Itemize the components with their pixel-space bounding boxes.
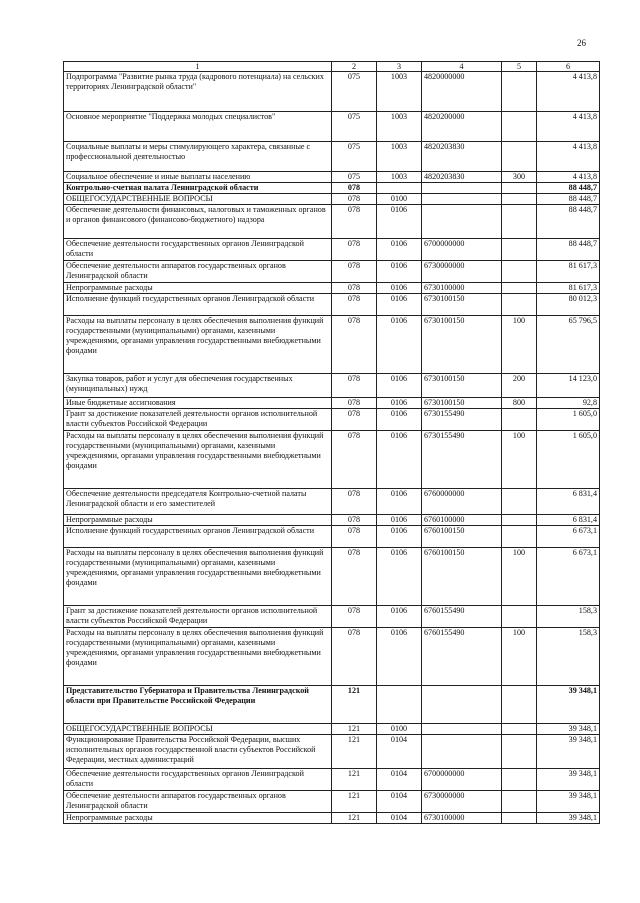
row-code-cell: 121	[332, 686, 377, 724]
row-target-cell: 4820203830	[422, 172, 502, 183]
row-name-cell: Грант за достижение показателей деятельности органов исполнительной власти субъектов Российской Федерации	[64, 409, 332, 431]
row-amount-cell: 6 831,4	[537, 515, 600, 526]
table-row	[64, 489, 600, 515]
row-target-cell: 6730100150	[422, 398, 502, 409]
row-name-cell: Обеспечение деятельности государственных органов Ленинградской области	[64, 769, 332, 791]
row-name-cell: Обеспечение деятельности аппаратов государственных органов Ленинградской области	[64, 261, 332, 283]
table-row	[64, 183, 600, 194]
row-code-cell: 078	[332, 239, 377, 261]
row-section-cell: 1003	[377, 112, 422, 142]
row-target-cell	[422, 183, 502, 194]
row-code-cell: 078	[332, 489, 377, 515]
row-amount-cell: 39 348,1	[537, 791, 600, 813]
row-expense-type-cell	[502, 813, 537, 824]
row-target-cell	[422, 735, 502, 769]
row-expense-type-cell	[502, 205, 537, 239]
row-section-cell	[377, 183, 422, 194]
row-section-cell: 0106	[377, 409, 422, 431]
row-target-cell: 6760100000	[422, 515, 502, 526]
row-expense-type-cell: 100	[502, 628, 537, 686]
row-target-cell: 6730000000	[422, 261, 502, 283]
row-expense-type-cell: 100	[502, 316, 537, 374]
row-expense-type-cell	[502, 724, 537, 735]
table-row	[64, 735, 600, 769]
row-name-cell: Обеспечение деятельности аппаратов государственных органов Ленинградской области	[64, 791, 332, 813]
row-section-cell: 0106	[377, 261, 422, 283]
row-target-cell: 6730155490	[422, 431, 502, 489]
row-name-cell: Грант за достижение показателей деятельности органов исполнительной власти субъектов Российской Федерации	[64, 606, 332, 628]
table-row	[64, 374, 600, 398]
row-expense-type-cell: 200	[502, 374, 537, 398]
row-target-cell: 6700000000	[422, 239, 502, 261]
row-name-cell: Обеспечение деятельности финансовых, налоговых и таможенных органов и органов финансового (финансово-бюджетного) надзора	[64, 205, 332, 239]
table-row	[64, 409, 600, 431]
row-expense-type-cell: 100	[502, 431, 537, 489]
row-target-cell	[422, 205, 502, 239]
row-section-cell: 1003	[377, 172, 422, 183]
row-target-cell: 6760100150	[422, 526, 502, 548]
row-section-cell: 0106	[377, 294, 422, 316]
column-header-4: 4	[422, 62, 502, 72]
row-amount-cell: 80 012,3	[537, 294, 600, 316]
table-row	[64, 686, 600, 724]
row-code-cell: 078	[332, 431, 377, 489]
row-section-cell: 0104	[377, 769, 422, 791]
row-code-cell: 121	[332, 813, 377, 824]
row-section-cell: 0106	[377, 628, 422, 686]
column-header-5: 5	[502, 62, 537, 72]
row-expense-type-cell	[502, 526, 537, 548]
row-name-cell: Расходы на выплаты персоналу в целях обеспечения выполнения функций государственными (муниципальными) органами, казенными учреждениями, органами управления государственными внебюджетными фондами	[64, 431, 332, 489]
row-amount-cell: 39 348,1	[537, 735, 600, 769]
row-code-cell: 121	[332, 769, 377, 791]
row-section-cell: 1003	[377, 142, 422, 172]
row-section-cell	[377, 686, 422, 724]
row-code-cell: 078	[332, 606, 377, 628]
row-expense-type-cell	[502, 239, 537, 261]
row-target-cell	[422, 724, 502, 735]
row-section-cell: 0106	[377, 431, 422, 489]
row-code-cell: 078	[332, 526, 377, 548]
row-expense-type-cell	[502, 606, 537, 628]
row-section-cell: 0106	[377, 398, 422, 409]
row-amount-cell: 39 348,1	[537, 724, 600, 735]
page-number: 26	[577, 38, 586, 48]
row-target-cell: 6760155490	[422, 628, 502, 686]
row-code-cell: 078	[332, 628, 377, 686]
table-row	[64, 398, 600, 409]
row-amount-cell: 88 448,7	[537, 194, 600, 205]
row-expense-type-cell: 300	[502, 172, 537, 183]
row-name-cell: Непрограммные расходы	[64, 813, 332, 824]
row-section-cell: 0104	[377, 791, 422, 813]
row-section-cell: 0106	[377, 526, 422, 548]
budget-table	[63, 61, 600, 824]
row-code-cell: 075	[332, 112, 377, 142]
row-code-cell: 078	[332, 194, 377, 205]
row-expense-type-cell	[502, 515, 537, 526]
row-name-cell: Расходы на выплаты персоналу в целях обеспечения выполнения функций государственными (муниципальными) органами, казенными учреждениями, органами управления государственными внебюджетными фондами	[64, 548, 332, 606]
table-row	[64, 813, 600, 824]
row-expense-type-cell	[502, 112, 537, 142]
row-amount-cell: 4 413,8	[537, 142, 600, 172]
table-row	[64, 261, 600, 283]
row-code-cell: 078	[332, 283, 377, 294]
row-name-cell: Функционирование Правительства Российской Федерации, высших исполнительных органов государственной власти субъектов Российской Федерации, местных администраций	[64, 735, 332, 769]
row-code-cell: 075	[332, 72, 377, 112]
row-code-cell: 078	[332, 515, 377, 526]
row-amount-cell: 88 448,7	[537, 183, 600, 194]
row-amount-cell: 6 673,1	[537, 526, 600, 548]
row-name-cell: Расходы на выплаты персоналу в целях обеспечения выполнения функций государственными (муниципальными) органами, казенными учреждениями, органами управления государственными внебюджетными фондами	[64, 316, 332, 374]
column-header-2: 2	[332, 62, 377, 72]
row-target-cell: 4820203830	[422, 142, 502, 172]
row-expense-type-cell: 100	[502, 548, 537, 606]
row-target-cell: 6730100150	[422, 374, 502, 398]
row-code-cell: 078	[332, 183, 377, 194]
row-expense-type-cell	[502, 409, 537, 431]
row-name-cell: Исполнение функций государственных органов Ленинградской области	[64, 294, 332, 316]
table-row	[64, 431, 600, 489]
row-section-cell: 0106	[377, 205, 422, 239]
table-row	[64, 112, 600, 142]
table-body	[64, 72, 600, 824]
table-row	[64, 628, 600, 686]
row-name-cell: Основное мероприятие "Поддержка молодых специалистов"	[64, 112, 332, 142]
row-target-cell: 6700000000	[422, 769, 502, 791]
row-target-cell: 6730100000	[422, 283, 502, 294]
row-name-cell: Социальное обеспечение и иные выплаты населению	[64, 172, 332, 183]
row-name-cell: Иные бюджетные ассигнования	[64, 398, 332, 409]
row-section-cell: 0106	[377, 374, 422, 398]
row-name-cell: Исполнение функций государственных органов Ленинградской области	[64, 526, 332, 548]
row-amount-cell: 88 448,7	[537, 239, 600, 261]
table-row	[64, 205, 600, 239]
row-section-cell: 0106	[377, 283, 422, 294]
row-expense-type-cell	[502, 735, 537, 769]
row-code-cell: 078	[332, 205, 377, 239]
row-expense-type-cell	[502, 261, 537, 283]
column-header-3: 3	[377, 62, 422, 72]
row-code-cell: 121	[332, 724, 377, 735]
row-section-cell: 0104	[377, 813, 422, 824]
row-amount-cell: 65 796,5	[537, 316, 600, 374]
row-expense-type-cell	[502, 142, 537, 172]
row-amount-cell: 6 673,1	[537, 548, 600, 606]
row-amount-cell: 158,3	[537, 628, 600, 686]
table-row	[64, 791, 600, 813]
row-amount-cell: 158,3	[537, 606, 600, 628]
row-target-cell: 6760100150	[422, 548, 502, 606]
table-row	[64, 172, 600, 183]
row-name-cell: Закупка товаров, работ и услуг для обеспечения государственных (муниципальных) нужд	[64, 374, 332, 398]
table-row	[64, 294, 600, 316]
table-row	[64, 142, 600, 172]
row-section-cell: 0106	[377, 548, 422, 606]
row-name-cell: Подпрограмма "Развитие рынка труда (кадрового потенциала) на сельских территориях Ленинградской области"	[64, 72, 332, 112]
row-amount-cell: 1 605,0	[537, 409, 600, 431]
row-name-cell: Социальные выплаты и меры стимулирующего характера, связанные с профессиональной деятельностью	[64, 142, 332, 172]
row-expense-type-cell	[502, 72, 537, 112]
row-section-cell: 0100	[377, 724, 422, 735]
row-section-cell: 0106	[377, 606, 422, 628]
row-name-cell: Контрольно-счетная палата Ленинградской области	[64, 183, 332, 194]
row-amount-cell: 81 617,3	[537, 283, 600, 294]
row-expense-type-cell	[502, 769, 537, 791]
table-row	[64, 239, 600, 261]
table-row	[64, 606, 600, 628]
row-amount-cell: 39 348,1	[537, 769, 600, 791]
row-amount-cell: 4 413,8	[537, 172, 600, 183]
table-row	[64, 283, 600, 294]
row-target-cell: 6730100150	[422, 316, 502, 374]
row-amount-cell: 1 605,0	[537, 431, 600, 489]
row-expense-type-cell	[502, 489, 537, 515]
row-name-cell: Обеспечение деятельности председателя Контрольно-счетной палаты Ленинградской области и его заместителей	[64, 489, 332, 515]
row-code-cell: 075	[332, 172, 377, 183]
row-section-cell: 0106	[377, 489, 422, 515]
table-row	[64, 515, 600, 526]
row-section-cell: 0104	[377, 735, 422, 769]
table-row	[64, 194, 600, 205]
row-expense-type-cell	[502, 791, 537, 813]
table-row	[64, 769, 600, 791]
row-section-cell: 0100	[377, 194, 422, 205]
row-target-cell: 6760155490	[422, 606, 502, 628]
row-name-cell: Представительство Губернатора и Правительства Ленинградской области при Правительстве Российской Федерации	[64, 686, 332, 724]
row-code-cell: 121	[332, 791, 377, 813]
row-code-cell: 078	[332, 261, 377, 283]
row-amount-cell: 81 617,3	[537, 261, 600, 283]
row-target-cell: 6760000000	[422, 489, 502, 515]
row-amount-cell: 39 348,1	[537, 813, 600, 824]
table-row	[64, 724, 600, 735]
row-target-cell: 6730100000	[422, 813, 502, 824]
row-code-cell: 121	[332, 735, 377, 769]
row-target-cell: 6730100150	[422, 294, 502, 316]
row-section-cell: 0106	[377, 515, 422, 526]
table-row	[64, 526, 600, 548]
row-target-cell	[422, 194, 502, 205]
row-expense-type-cell: 800	[502, 398, 537, 409]
row-target-cell: 4820000000	[422, 72, 502, 112]
row-code-cell: 078	[332, 316, 377, 374]
row-section-cell: 0106	[377, 316, 422, 374]
row-name-cell: Расходы на выплаты персоналу в целях обеспечения выполнения функций государственными (муниципальными) органами, казенными учреждениями, органами управления государственными внебюджетными фондами	[64, 628, 332, 686]
row-expense-type-cell	[502, 194, 537, 205]
row-amount-cell: 14 123,0	[537, 374, 600, 398]
row-target-cell: 6730155490	[422, 409, 502, 431]
row-amount-cell: 4 413,8	[537, 72, 600, 112]
row-code-cell: 078	[332, 374, 377, 398]
row-name-cell: Непрограммные расходы	[64, 283, 332, 294]
row-expense-type-cell	[502, 686, 537, 724]
row-name-cell: Непрограммные расходы	[64, 515, 332, 526]
row-amount-cell: 39 348,1	[537, 686, 600, 724]
row-section-cell: 1003	[377, 72, 422, 112]
row-code-cell: 078	[332, 398, 377, 409]
column-header-6: 6	[537, 62, 600, 72]
row-code-cell: 075	[332, 142, 377, 172]
row-target-cell: 4820200000	[422, 112, 502, 142]
table-row	[64, 316, 600, 374]
row-expense-type-cell	[502, 294, 537, 316]
row-target-cell: 6730000000	[422, 791, 502, 813]
row-name-cell: ОБЩЕГОСУДАРСТВЕННЫЕ ВОПРОСЫ	[64, 194, 332, 205]
row-target-cell	[422, 686, 502, 724]
row-amount-cell: 88 448,7	[537, 205, 600, 239]
table-row	[64, 548, 600, 606]
column-header-1: 1	[64, 62, 332, 72]
row-code-cell: 078	[332, 294, 377, 316]
row-expense-type-cell	[502, 283, 537, 294]
row-section-cell: 0106	[377, 239, 422, 261]
row-amount-cell: 6 831,4	[537, 489, 600, 515]
table-row	[64, 72, 600, 112]
row-name-cell: ОБЩЕГОСУДАРСТВЕННЫЕ ВОПРОСЫ	[64, 724, 332, 735]
row-name-cell: Обеспечение деятельности государственных органов Ленинградской области	[64, 239, 332, 261]
row-code-cell: 078	[332, 548, 377, 606]
row-code-cell: 078	[332, 409, 377, 431]
row-expense-type-cell	[502, 183, 537, 194]
row-amount-cell: 4 413,8	[537, 112, 600, 142]
table-header-row	[64, 62, 600, 72]
row-amount-cell: 92,8	[537, 398, 600, 409]
